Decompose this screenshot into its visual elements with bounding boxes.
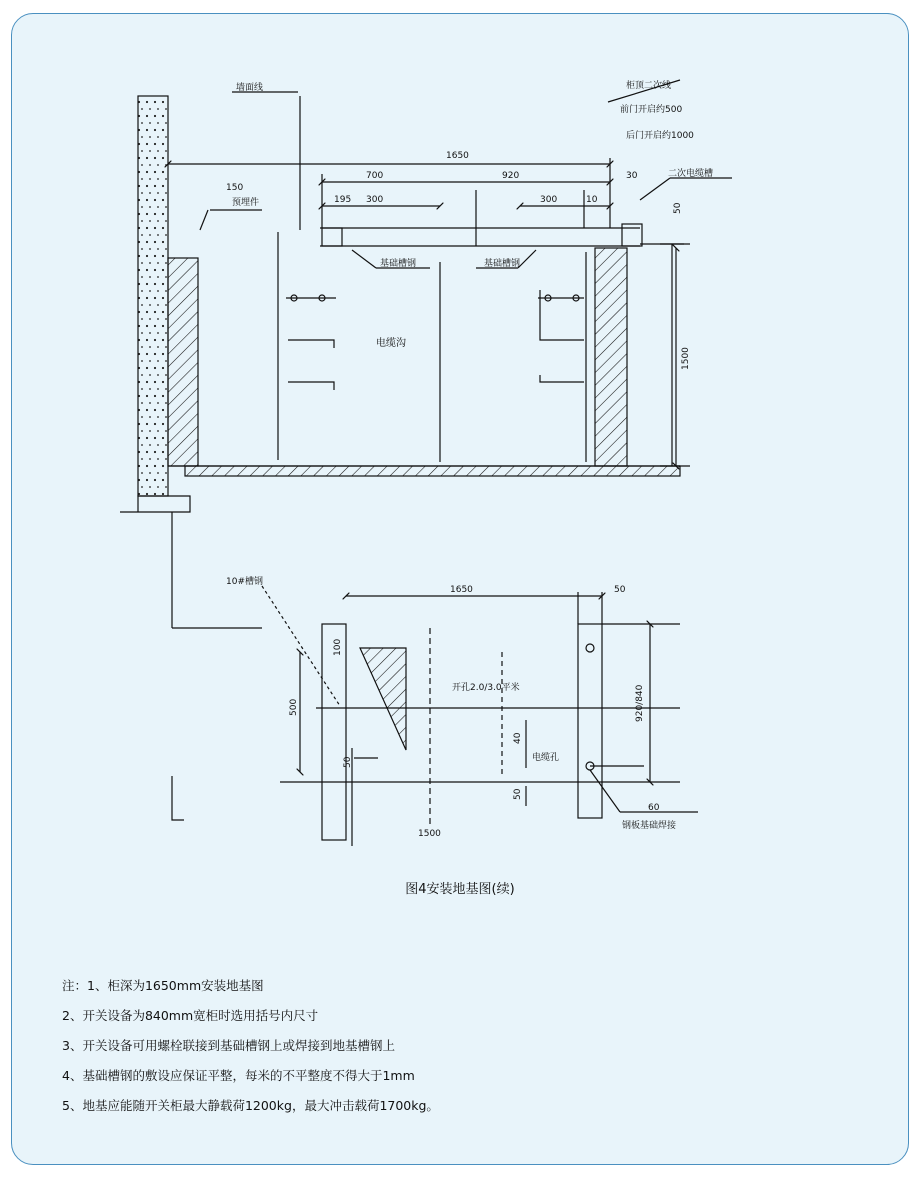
wall-column (138, 96, 168, 496)
wall-footing (120, 496, 190, 512)
dim-span-e: 300 (540, 195, 558, 205)
note-item: 4、基础槽钢的敷设应保证平整，每米的不平整度不得大于1mm (62, 1068, 415, 1083)
note-item: 2、开关设备为840mm宽柜时选用括号内尺寸 (62, 1008, 319, 1023)
dim-bottom-center: 1500 (418, 829, 441, 839)
label-channel-right: 基础槽钢 (484, 259, 521, 269)
figure-caption: 图4安装地基图(续) (405, 882, 515, 897)
elevation-view (120, 80, 732, 512)
label-top-note-3: 后门开启约1000 (626, 131, 694, 141)
label-cable-trench: 电缆沟 (376, 338, 406, 349)
label-bolt-note: 钢板基础焊接 (622, 821, 677, 831)
dim-small-b: 50 (343, 756, 353, 768)
dim-side-offset: 30 (626, 171, 638, 181)
label-opening: 开孔2.0/3.0平米 (452, 683, 520, 693)
dim-overall-left: 150 (226, 183, 244, 193)
dim-mid-a: 40 (513, 732, 523, 744)
left-trench-wall (168, 258, 198, 466)
plan-view (172, 512, 698, 846)
label-top-note-1: 柜顶二次线 (626, 81, 672, 91)
dim-right-gap: 50 (614, 585, 626, 595)
label-wall-line: 墙面线 (236, 83, 264, 93)
plan-labels (226, 575, 676, 839)
dim-mid-b: 50 (513, 788, 523, 800)
label-cable-tray: 二次电缆槽 (668, 169, 714, 179)
dim-small-vertical: 50 (673, 202, 683, 214)
notes-list (62, 975, 882, 1125)
right-channel (578, 624, 602, 818)
label-channel-left: 基础槽钢 (380, 259, 417, 269)
dim-span-a: 700 (366, 171, 384, 181)
dim-left-height: 500 (289, 698, 299, 716)
dim-span-d: 300 (366, 195, 384, 205)
label-cable-hole: 电缆孔 (532, 753, 560, 763)
dim-right: 60 (648, 803, 660, 813)
dim-small-a: 100 (333, 638, 343, 656)
dim-span-f: 10 (586, 195, 598, 205)
note-item: 5、地基应能随开关柜最大静载荷1200kg，最大冲击载荷1700kg。 (62, 1098, 439, 1113)
note-item: 3、开关设备可用螺栓联接到基础槽钢上或焊接到地基槽钢上 (62, 1038, 395, 1053)
label-channel: 10#槽钢 (226, 577, 263, 587)
dim-depth: 1500 (681, 347, 691, 370)
trench-floor (185, 466, 680, 476)
cable-opening (360, 648, 406, 750)
right-trench-wall (595, 248, 627, 466)
dim-span-b: 920 (502, 171, 520, 181)
note-item: 注：1、柜深为1650mm安装地基图 (62, 978, 264, 993)
dim-top-width: 1650 (450, 585, 473, 595)
dim-span-c: 195 (334, 195, 352, 205)
dim-side-right: 920/840 (635, 684, 645, 722)
label-top-note-2: 前门开启约500 (620, 105, 683, 115)
dim-overall-right: 1650 (446, 151, 469, 161)
label-anchor-bolt: 预埋件 (232, 198, 260, 208)
